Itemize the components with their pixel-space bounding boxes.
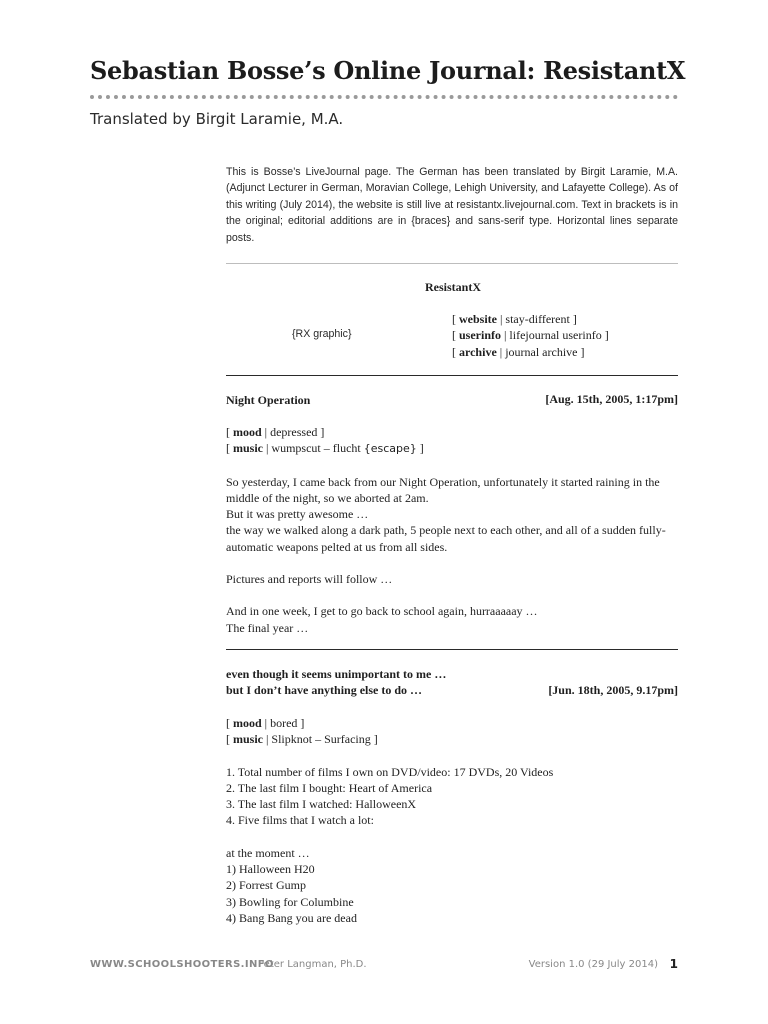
list-item: 4. Five films that I watch a lot: — [226, 813, 374, 828]
paragraph: the way we walked along a dark path, 5 people next to each other, and all of a sudden fully-automatic weapons pelted at us from all sides. — [226, 523, 666, 554]
profile-link-website[interactable]: [ website | stay-different ] — [452, 312, 577, 326]
paragraph: The final year … — [226, 620, 309, 635]
post-date: [Jun. 18th, 2005, 9.17pm] — [548, 683, 678, 697]
translator-subtitle: Translated by Birgit Laramie, M.A. — [90, 110, 344, 128]
list-item: 2. The last film I bought: Heart of America — [226, 780, 433, 795]
post-title: even though it seems unimportant to me … but I don’t have anything else to do … — [226, 667, 447, 698]
paragraph: at the moment … — [226, 845, 310, 860]
divider — [226, 263, 678, 264]
page-title: Sebastian Bosse’s Online Journal: ResistantX — [90, 56, 686, 85]
list-item: 3. The last film I watched: HalloweenX — [226, 797, 417, 812]
profile-link-archive[interactable]: [ archive | journal archive ] — [452, 344, 585, 359]
intro-paragraph: This is Bosse’s LiveJournal page. The German has been translated by Birgit Laramie, M.A. (Adjunct Lecturer in German, Moravian College, Lehigh University, and Lafayette College). As of this writing (July 2014), the website is still live at resistantx.livejournal.com. Text in brackets is in the original; editorial additions are in {braces} and sans-serif type. Horizontal lines separate posts. — [226, 166, 678, 244]
post-title: Night Operation — [226, 393, 311, 407]
post-divider — [226, 649, 678, 650]
paragraph: But it was pretty awesome … — [226, 507, 369, 522]
post-body — [226, 715, 678, 926]
music-line: [ music | Slipknot – Surfacing ] — [226, 732, 378, 747]
list-item: 1) Halloween H20 — [226, 862, 315, 877]
mood-line: [ mood | depressed ] — [226, 425, 325, 439]
page-number: 1 — [669, 957, 678, 971]
dotted-divider — [90, 95, 678, 99]
footer-site-link[interactable]: WWW.SCHOOLSHOOTERS.INFO — [90, 959, 274, 970]
list-item: 2) Forrest Gump — [226, 878, 306, 893]
list-item: 3) Bowling for Columbine — [226, 894, 354, 909]
profile-graphic-note: {RX graphic} — [292, 328, 352, 340]
paragraph: Pictures and reports will follow … — [226, 572, 393, 587]
footer-version: Version 1.0 (29 July 2014) — [528, 959, 658, 970]
profile-links — [452, 311, 609, 360]
post-date: [Aug. 15th, 2005, 1:17pm] — [545, 392, 678, 406]
paragraph: And in one week, I get to go back to school again, hurraaaaay … — [226, 604, 538, 619]
paragraph: So yesterday, I came back from our Night Operation, unfortunately it started raining in the middle of the night, so we aborted at 2am. — [226, 474, 660, 505]
list-item: 4) Bang Bang you are dead — [226, 910, 357, 925]
profile-link-userinfo[interactable]: [ userinfo | lifejournal userinfo ] — [452, 328, 609, 343]
mood-line: [ mood | bored ] — [226, 716, 305, 730]
music-line: [ music | wumpscut – flucht {escape} ] — [226, 441, 424, 456]
profile-name: ResistantX — [425, 280, 481, 294]
list-item: 1. Total number of films I own on DVD/video: 17 DVDs, 20 Videos — [226, 764, 554, 779]
post-body — [226, 424, 678, 636]
footer-author: Peter Langman, Ph.D. — [258, 959, 367, 970]
post-divider — [226, 375, 678, 376]
